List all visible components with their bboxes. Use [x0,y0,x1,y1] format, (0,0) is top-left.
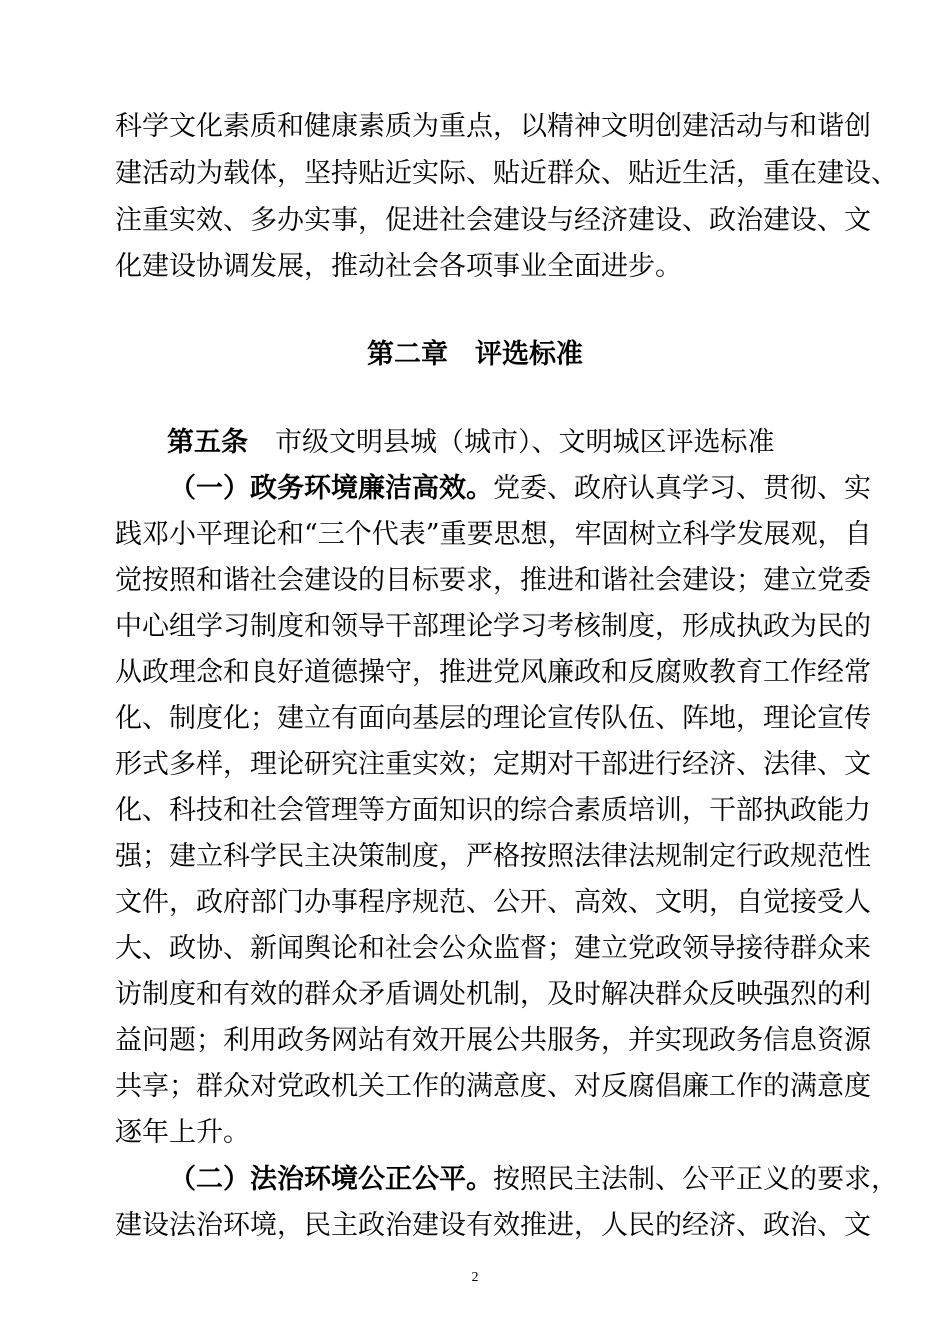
body-text-line: 建设法治环境，民主政治建设有效推进，人民的经济、政治、文 [115,1210,871,1241]
body-text-line: 强；建立科学民主决策制度，严格按照法律法规制定行政规范性 [115,841,871,872]
body-text-line: 形式多样，理论研究注重实效；定期对干部进行经济、法律、文 [115,749,871,780]
article-heading [167,422,775,464]
body-text-line: 中心组学习制度和领导干部理论学习考核制度，形成执政为民的 [115,611,871,642]
chapter-heading: 第二章 评选标准 [367,339,583,370]
body-text-line: 从政理念和良好道德操守，推进党风廉政和反腐败教育工作经常 [115,657,871,688]
section-one-text: 党委、政府认真学习、贯彻、实 [493,473,871,504]
section-one-first-line [169,468,871,510]
section-two-text: 按照民主法制、公平正义的要求， [493,1164,898,1195]
body-text-line: 建活动为载体，坚持贴近实际、贴近群众、贴近生活，重在建设、 [115,158,898,189]
body-text-line: 觉按照和谐社会建设的目标要求，推进和谐社会建设；建立党委 [115,565,871,596]
body-text-line: 化、制度化；建立有面向基层的理论宣传队伍、阵地，理论宣传 [115,703,871,734]
body-text-line: 文件，政府部门办事程序规范、公开、高效、文明，自觉接受人 [115,887,871,918]
body-text-line: 科学文化素质和健康素质为重点，以精神文明创建活动与和谐创 [115,111,871,142]
section-two-label: （二）法治环境公正公平。 [169,1164,493,1195]
body-text-line: 逐年上升。 [115,1117,250,1148]
body-text-line: 注重实效、多办实事，促进社会建设与经济建设、政治建设、文 [115,205,871,236]
body-text-line: 大、政协、新闻舆论和社会公众监督；建立党政领导接待群众来 [115,933,871,964]
page-number: 2 [471,1270,479,1285]
article-title: 市级文明县城（城市）、文明城区评选标准 [275,427,775,458]
body-text-line: 访制度和有效的群众矛盾调处机制，及时解决群众反映强烈的利 [115,979,871,1010]
body-text-line: 共享；群众对党政机关工作的满意度、对反腐倡廉工作的满意度 [115,1071,871,1102]
body-text-line: 益问题；利用政务网站有效开展公共服务，并实现政务信息资源 [115,1025,871,1056]
section-two-first-line [169,1159,898,1201]
body-text-line: 践邓小平理论和“三个代表”重要思想，牢固树立科学发展观，自 [115,519,872,550]
article-number: 第五条 [167,427,248,458]
body-text-line: 化、科技和社会管理等方面知识的综合素质培训，干部执政能力 [115,795,871,826]
body-text-line: 化建设协调发展，推动社会各项事业全面进步。 [115,251,682,282]
section-one-label: （一）政务环境廉洁高效。 [169,473,493,504]
